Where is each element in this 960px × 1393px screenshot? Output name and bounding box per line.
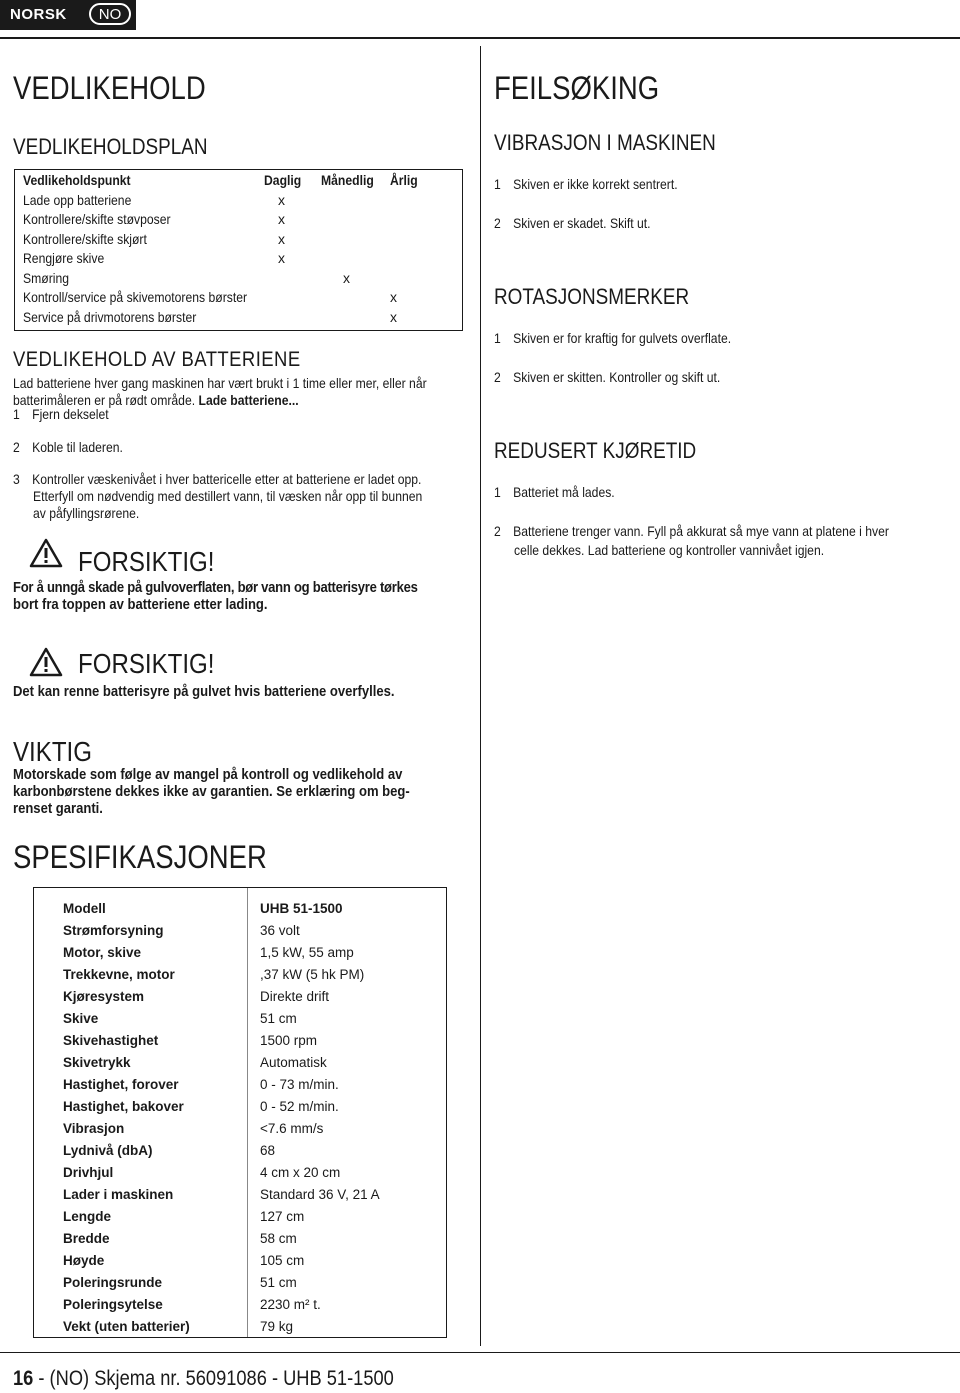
battery-step-3-cont1: Etterfyll om nødvendig med destillert vann, til væsken når opp til bunnen bbox=[33, 488, 423, 504]
spec-label: Skivehastighet bbox=[63, 1033, 159, 1048]
maintenance-plan-title: VEDLIKEHOLDSPLAN bbox=[13, 134, 208, 159]
important-title: VIKTIG bbox=[13, 736, 92, 767]
spec-label: Motor, skive bbox=[63, 945, 142, 960]
important-text-line1: Motorskade som følge av mangel på kontroll og vedlikehold av bbox=[13, 766, 403, 783]
step-number: 2 bbox=[13, 439, 20, 455]
item-number: 1 bbox=[494, 484, 501, 500]
spec-label: Kjøresystem bbox=[63, 989, 145, 1004]
spec-value: 0 - 73 m/min. bbox=[260, 1077, 339, 1092]
specifications-table bbox=[33, 887, 447, 1338]
table-row bbox=[34, 1319, 446, 1341]
spec-value: 2230 m² t. bbox=[260, 1297, 321, 1312]
spec-value: ,37 kW (5 hk PM) bbox=[260, 967, 365, 982]
vibration-item-2 bbox=[494, 215, 651, 232]
table-row bbox=[34, 1209, 446, 1231]
spec-value: 51 cm bbox=[260, 1011, 297, 1026]
table-row-mark: x bbox=[278, 231, 285, 247]
runtime-item-2 bbox=[494, 523, 889, 540]
spec-label: Poleringsytelse bbox=[63, 1297, 163, 1312]
spec-label: Lydnivå (dbA) bbox=[63, 1143, 153, 1158]
spec-value: <7.6 mm/s bbox=[260, 1121, 324, 1136]
spec-value: 127 cm bbox=[260, 1209, 305, 1224]
table-row bbox=[34, 967, 446, 989]
battery-section-title: VEDLIKEHOLD AV BATTERIENE bbox=[13, 348, 301, 371]
maintenance-title: VEDLIKEHOLD bbox=[13, 70, 206, 106]
footer-rule bbox=[0, 1352, 960, 1353]
table-header-daily: Daglig bbox=[264, 172, 302, 188]
spec-value: 1,5 kW, 55 amp bbox=[260, 945, 354, 960]
step-number: 3 bbox=[13, 471, 20, 487]
table-row bbox=[34, 1121, 446, 1143]
table-row bbox=[34, 1275, 446, 1297]
column-divider bbox=[480, 46, 481, 1346]
table-row bbox=[34, 1253, 446, 1275]
spec-value: 105 cm bbox=[260, 1253, 305, 1268]
step-number: 1 bbox=[13, 406, 20, 422]
specifications-title: SPESIFIKASJONER bbox=[13, 839, 267, 875]
spec-label: Lader i maskinen bbox=[63, 1187, 174, 1202]
rotation-item-2 bbox=[494, 369, 720, 386]
item-number: 1 bbox=[494, 176, 501, 192]
spec-label: Strømforsyning bbox=[63, 923, 164, 938]
caution-title: FORSIKTIG! bbox=[78, 546, 215, 577]
table-header-yearly: Årlig bbox=[390, 172, 418, 188]
table-row bbox=[34, 989, 446, 1011]
spec-value: 58 cm bbox=[260, 1231, 297, 1246]
table-row bbox=[34, 1077, 446, 1099]
spec-label: Lengde bbox=[63, 1209, 112, 1224]
spec-value: Direkte drift bbox=[260, 989, 330, 1004]
battery-intro-bold: Lade batteriene... bbox=[198, 392, 299, 408]
spec-label: Poleringsrunde bbox=[63, 1275, 163, 1290]
spec-label: Vekt (uten batterier) bbox=[63, 1319, 190, 1334]
table-row bbox=[34, 1187, 446, 1209]
item-text: Batteriet må lades. bbox=[513, 484, 615, 500]
spec-label: Skive bbox=[63, 1011, 99, 1026]
step-text: Fjern dekselet bbox=[32, 406, 109, 422]
caution-text-line2: bort fra toppen av batteriene etter lading. bbox=[13, 596, 268, 613]
footer-text: - (NO) Skjema nr. 56091086 - UHB 51-1500 bbox=[33, 1367, 394, 1390]
spec-label: Drivhjul bbox=[63, 1165, 114, 1180]
spec-label: Hastighet, forover bbox=[63, 1077, 179, 1092]
table-row bbox=[34, 1143, 446, 1165]
spec-label: Trekkevne, motor bbox=[63, 967, 175, 982]
table-row bbox=[34, 1099, 446, 1121]
spec-value: 4 cm x 20 cm bbox=[260, 1165, 341, 1180]
battery-step-1 bbox=[13, 406, 109, 423]
warning-icon bbox=[29, 538, 63, 568]
troubleshooting-title: FEILSØKING bbox=[494, 70, 660, 106]
item-number: 2 bbox=[494, 369, 501, 385]
spec-value: Standard 36 V, 21 A bbox=[260, 1187, 380, 1202]
spec-value: 0 - 52 m/min. bbox=[260, 1099, 339, 1114]
vibration-item-1 bbox=[494, 176, 678, 193]
language-tab bbox=[0, 0, 136, 30]
spec-label: Vibrasjon bbox=[63, 1121, 125, 1136]
battery-intro-text: batterimåleren er på rødt område. bbox=[13, 392, 196, 408]
table-row-item: Rengjøre skive bbox=[23, 250, 105, 266]
battery-step-3-cont2: av påfyllingsrørene. bbox=[33, 505, 140, 521]
table-row-mark: x bbox=[278, 250, 285, 266]
table-row-item: Lade opp batteriene bbox=[23, 192, 132, 208]
spec-label: Hastighet, bakover bbox=[63, 1099, 184, 1114]
item-number: 1 bbox=[494, 330, 501, 346]
caution-title: FORSIKTIG! bbox=[78, 648, 215, 679]
spec-value: UHB 51-1500 bbox=[260, 901, 343, 916]
item-text: Skiven er skitten. Kontroller og skift ut. bbox=[513, 369, 721, 385]
table-header-monthly: Månedlig bbox=[321, 172, 374, 188]
table-row-mark: x bbox=[390, 289, 397, 305]
table-row bbox=[34, 1165, 446, 1187]
battery-step-3 bbox=[13, 471, 421, 488]
rotation-item-1 bbox=[494, 330, 731, 347]
table-row-mark: x bbox=[278, 211, 285, 227]
warning-icon bbox=[29, 647, 63, 677]
spec-value: Automatisk bbox=[260, 1055, 327, 1070]
rotation-marks-section-title: ROTASJONSMERKER bbox=[494, 284, 690, 309]
table-row-item: Service på drivmotorens børster bbox=[23, 309, 197, 325]
table-row bbox=[34, 945, 446, 967]
spec-value: 1500 rpm bbox=[260, 1033, 318, 1048]
spec-label: Modell bbox=[63, 901, 106, 916]
spec-label: Skivetrykk bbox=[63, 1055, 131, 1070]
footer bbox=[13, 1367, 394, 1391]
caution-text-line1: For å unngå skade på gulvoverflaten, bør vann og batterisyre tørkes bbox=[13, 579, 418, 596]
step-text: Kontroller væskenivået i hver battericelle etter at batteriene er ladet opp. bbox=[32, 471, 422, 487]
language-label: NORSK bbox=[10, 6, 67, 23]
table-row bbox=[34, 1231, 446, 1253]
table-row-item: Smøring bbox=[23, 270, 70, 286]
spec-label: Høyde bbox=[63, 1253, 105, 1268]
table-row-mark: x bbox=[390, 309, 397, 325]
table-row-mark: x bbox=[278, 192, 285, 208]
maintenance-table bbox=[14, 169, 463, 331]
caution-text-line1: Det kan renne batterisyre på gulvet hvis batteriene overfylles. bbox=[13, 683, 395, 700]
table-row bbox=[34, 1033, 446, 1055]
table-row-item: Kontrollere/skifte skjørt bbox=[23, 231, 147, 247]
table-row bbox=[34, 923, 446, 945]
table-row bbox=[34, 1011, 446, 1033]
table-row-mark: x bbox=[343, 270, 350, 286]
item-text: Batteriene trenger vann. Fyll på akkurat så mye vann at platene i hver bbox=[513, 523, 889, 539]
spec-label: Bredde bbox=[63, 1231, 110, 1246]
spec-value: 79 kg bbox=[260, 1319, 294, 1334]
item-number: 2 bbox=[494, 215, 501, 231]
table-row-item: Kontrollere/skifte støvposer bbox=[23, 211, 171, 227]
important-text-line3: renset garanti. bbox=[13, 800, 103, 817]
item-text: Skiven er ikke korrekt sentrert. bbox=[513, 176, 678, 192]
runtime-item-1 bbox=[494, 484, 615, 501]
table-header-item: Vedlikeholdspunkt bbox=[23, 172, 131, 188]
important-text-line2: karbonbørstene dekkes ikke av garantien. Se erklæring om beg- bbox=[13, 783, 410, 800]
runtime-section-title: REDUSERT KJØRETID bbox=[494, 438, 697, 463]
spec-value: 36 volt bbox=[260, 923, 300, 938]
battery-intro-line1: Lad batteriene hver gang maskinen har vært brukt i 1 time eller mer, eller når bbox=[13, 375, 427, 391]
runtime-item-2-cont: celle dekkes. Lad batteriene og kontroller vannivået igjen. bbox=[514, 542, 825, 558]
spec-value: 51 cm bbox=[260, 1275, 297, 1290]
vibration-section-title: VIBRASJON I MASKINEN bbox=[494, 130, 716, 155]
table-row bbox=[34, 1297, 446, 1319]
table-row bbox=[34, 901, 446, 923]
table-row bbox=[34, 1055, 446, 1077]
item-text: Skiven er skadet. Skift ut. bbox=[513, 215, 651, 231]
step-text: Koble til laderen. bbox=[32, 439, 123, 455]
battery-step-2 bbox=[13, 439, 123, 456]
item-number: 2 bbox=[494, 523, 501, 539]
table-row-item: Kontroll/service på skivemotorens børster bbox=[23, 289, 248, 305]
item-text: Skiven er for kraftig for gulvets overflate. bbox=[513, 330, 732, 346]
page-number: 16 bbox=[13, 1367, 34, 1390]
spec-value: 68 bbox=[260, 1143, 276, 1158]
header-rule bbox=[0, 37, 960, 39]
language-badge: NO bbox=[89, 3, 131, 25]
